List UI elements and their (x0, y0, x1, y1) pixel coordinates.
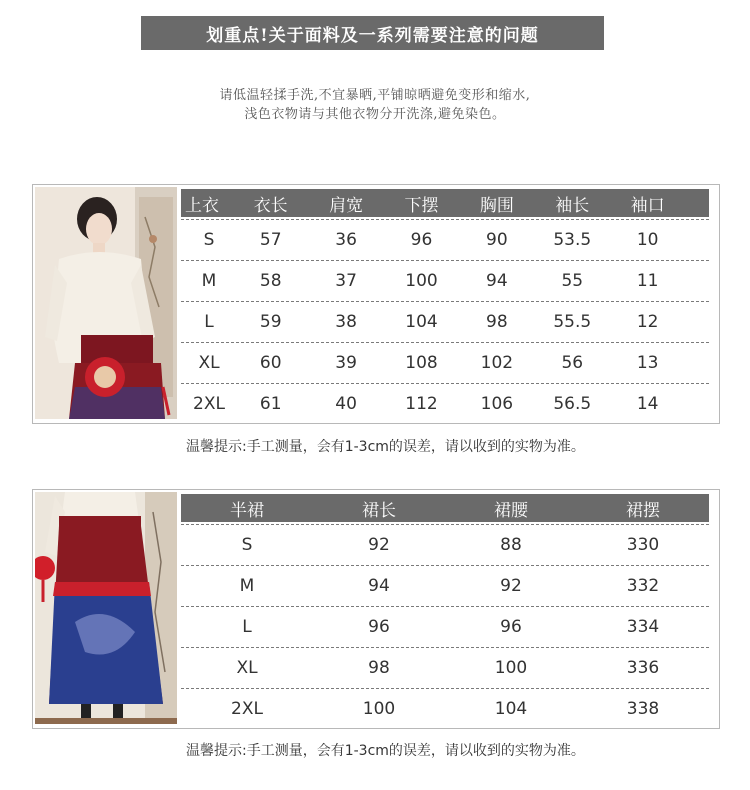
value-cell: 336 (626, 658, 660, 678)
size-cell: XL (198, 353, 220, 373)
size-cell: 2XL (231, 699, 263, 719)
title-banner: 划重点!关于面料及一系列需要注意的问题 (141, 16, 604, 50)
table-row (181, 647, 709, 688)
value-cell: 92 (500, 576, 522, 596)
skirt-size-chart (32, 489, 720, 729)
header-cell: 上衣 (185, 195, 219, 216)
value-cell: 102 (480, 353, 514, 373)
value-cell: 39 (335, 353, 357, 373)
model-skirt-image (35, 492, 177, 724)
value-cell: 92 (368, 535, 390, 555)
care-instructions-line-1: 请低温轻揉手洗,不宜暴晒,平铺晾晒避免变形和缩水, (219, 88, 531, 103)
value-cell: 104 (494, 699, 528, 719)
header-cell: 下摆 (404, 195, 439, 216)
value-cell: 100 (362, 699, 396, 719)
header-cell: 袖长 (555, 195, 590, 216)
value-cell: 55 (561, 271, 584, 291)
value-cell: 61 (259, 394, 282, 414)
size-cell: S (241, 535, 253, 555)
value-cell: 94 (368, 576, 390, 596)
value-cell: 40 (335, 394, 357, 414)
size-cell: M (239, 576, 255, 596)
care-instructions-line-2: 浅色衣物请与其他衣物分开洗涤,避免染色。 (244, 107, 506, 122)
value-cell: 56.5 (553, 394, 592, 414)
table-row (181, 688, 709, 729)
value-cell: 38 (335, 312, 357, 332)
value-cell: 60 (259, 353, 282, 373)
top-size-table (181, 189, 709, 424)
header-cell: 裙腰 (494, 500, 528, 521)
value-cell: 100 (494, 658, 528, 678)
measurement-note-skirt: 温馨提示:手工测量，会有1-3cm的误差，请以收到的实物为准。 (186, 743, 585, 759)
value-cell: 94 (486, 271, 508, 291)
value-cell: 13 (636, 353, 659, 373)
value-cell: 106 (480, 394, 514, 414)
value-cell: 332 (626, 576, 660, 596)
value-cell: 55.5 (553, 312, 592, 332)
size-cell: 2XL (193, 394, 225, 414)
value-cell: 10 (636, 230, 659, 250)
model-photo-skirt (35, 492, 177, 724)
table-row (181, 383, 709, 424)
value-cell: 59 (259, 312, 282, 332)
value-cell: 14 (636, 394, 659, 414)
value-cell: 96 (368, 617, 390, 637)
header-cell: 裙长 (362, 500, 396, 521)
skirt-table-header (181, 494, 709, 522)
top-size-chart (32, 184, 720, 424)
value-cell: 98 (486, 312, 508, 332)
table-row (181, 524, 709, 565)
table-row (181, 219, 709, 260)
value-cell: 104 (405, 312, 438, 332)
value-cell: 58 (259, 271, 282, 291)
value-cell: 37 (335, 271, 357, 291)
value-cell: 108 (405, 353, 438, 373)
value-cell: 98 (368, 658, 390, 678)
model-photo-top (35, 187, 177, 419)
value-cell: 53.5 (553, 230, 592, 250)
header-cell: 袖口 (630, 195, 665, 216)
header-cell: 肩宽 (329, 195, 364, 216)
top-table-header (181, 189, 709, 217)
size-cell: L (242, 617, 252, 637)
measurement-note-top: 温馨提示:手工测量，会有1-3cm的误差，请以收到的实物为准。 (186, 439, 585, 455)
table-row (181, 301, 709, 342)
value-cell: 88 (500, 535, 522, 555)
header-cell: 裙摆 (626, 500, 660, 521)
header-cell: 衣长 (253, 195, 288, 216)
table-row (181, 260, 709, 301)
value-cell: 57 (259, 230, 282, 250)
value-cell: 96 (410, 230, 433, 250)
value-cell: 100 (405, 271, 438, 291)
value-cell: 96 (500, 617, 522, 637)
value-cell: 338 (626, 699, 660, 719)
value-cell: 112 (405, 394, 438, 414)
value-cell: 56 (561, 353, 584, 373)
size-cell: L (204, 312, 214, 332)
table-row (181, 606, 709, 647)
skirt-size-table (181, 494, 709, 729)
value-cell: 330 (626, 535, 660, 555)
model-top-image (35, 187, 177, 419)
size-cell: XL (236, 658, 258, 678)
size-cell: S (203, 230, 215, 250)
value-cell: 11 (636, 271, 659, 291)
header-cell: 半裙 (230, 500, 264, 521)
value-cell: 334 (626, 617, 660, 637)
size-cell: M (201, 271, 217, 291)
table-row (181, 342, 709, 383)
table-row (181, 565, 709, 606)
header-cell: 胸围 (479, 195, 514, 216)
value-cell: 90 (486, 230, 508, 250)
value-cell: 36 (335, 230, 357, 250)
value-cell: 12 (636, 312, 659, 332)
